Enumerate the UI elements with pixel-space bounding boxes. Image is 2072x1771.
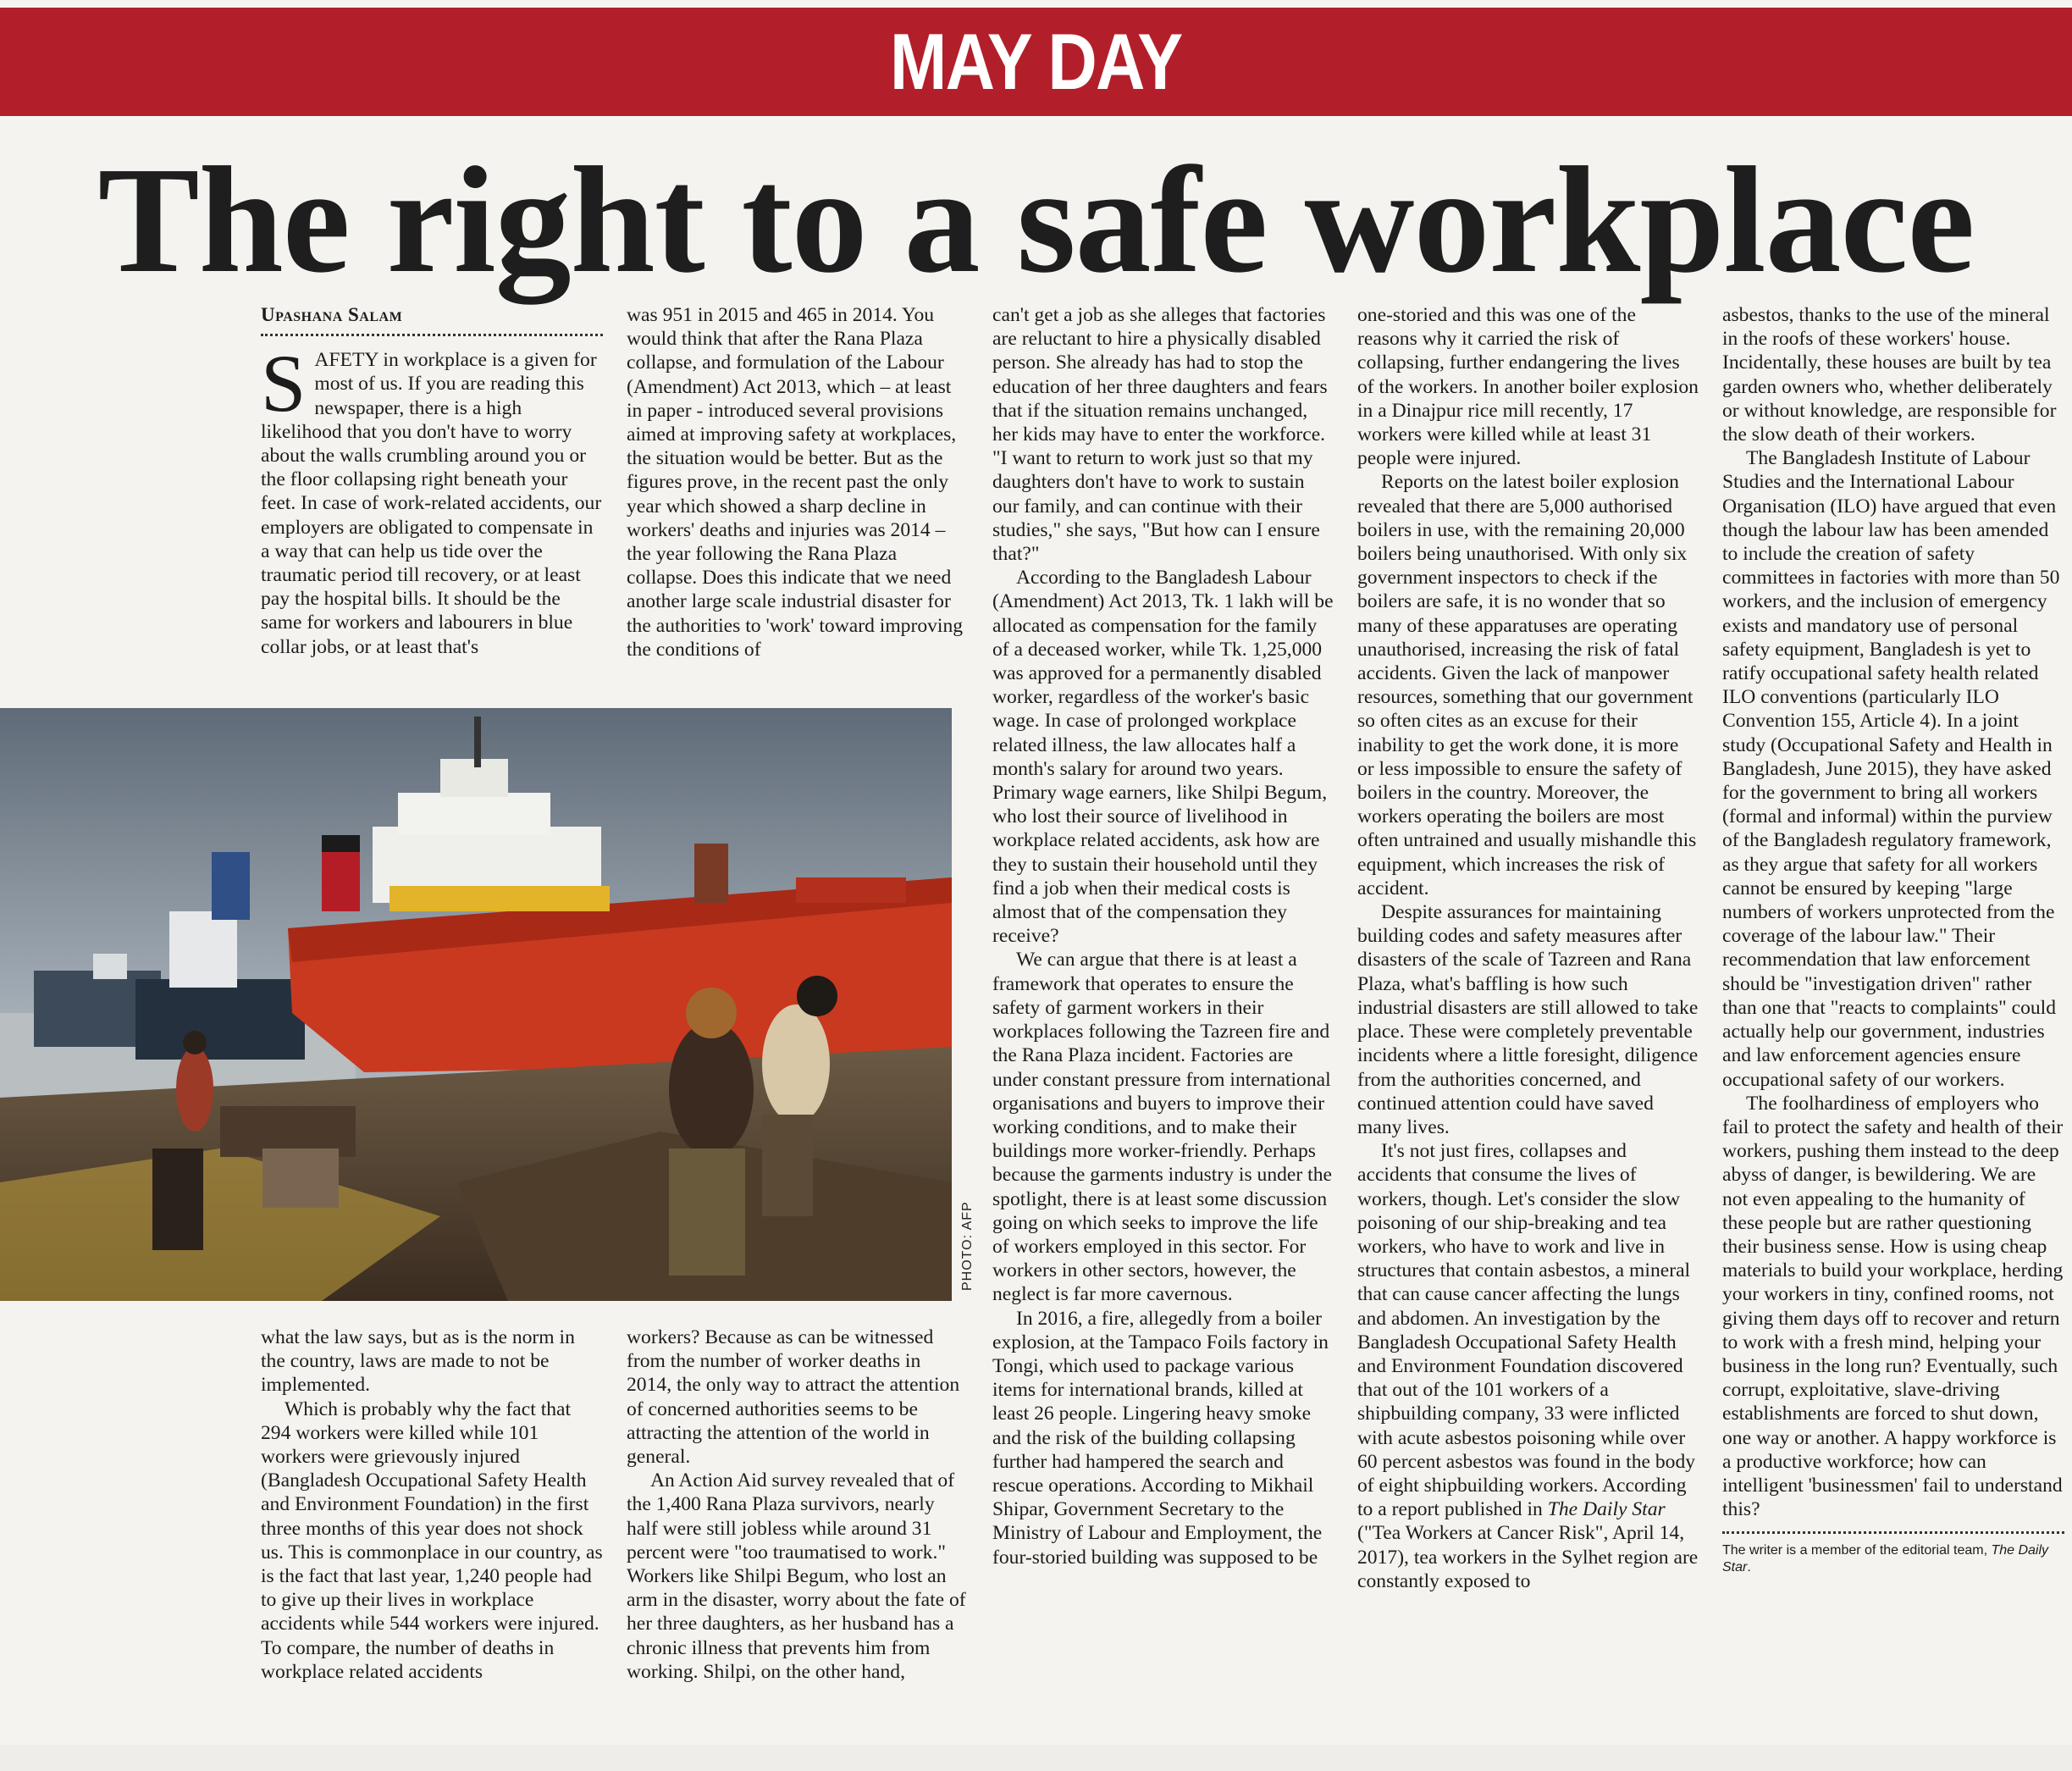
byline-divider (261, 334, 603, 336)
top-margin (0, 0, 2072, 8)
col4-p2: Reports on the latest boiler explosion revealed that there are 5,000 authorised boilers in use, with the remaining 20,000 boilers being unauthorised. With only six government inspectors to check if the boilers are safe, it is no wonder that so many of these apparatuses are operating unauthorised, increasing the risk of fatal accidents. Given the lack of manpower resources, something that our government so often cites as an excuse for their inability to get the work done, it is more or less impossible to ensure the safety of boilers in the country. Moreover, the workers operating the boilers are most often untrained and usually mishandle this equipment, which increases the risk of accident. (1357, 471, 1697, 899)
next-article-cutoff (0, 1745, 2072, 1771)
footnote-divider (1722, 1531, 2064, 1534)
col3-p3: We can argue that there is at least a framework that operates to ensure the safety of garment workers in their workplaces following the Tazreen fire and the Rana Plaza incident. Factories are under constant pressure from international organisations and buyers to improve their working conditions, and to make their buildings more worker-friendly. Perhaps because the garments industry is under the spotlight, there is at least some discussion going on which seeks to improve the life of workers employed in this sector. For workers in other sectors, however, the neglect is far more cavernous. (992, 949, 1332, 1306)
col5-p1: asbestos, thanks to the use of the mineral in the roofs of these workers' house. Incidentally, these houses are built by tea garden owners who, whether deliberately or without knowledge, are responsible for the slow death of their workers. (1722, 304, 2057, 446)
col1-p2: what the law says, but as is the norm in the country, laws are made to not be implemented. (261, 1326, 575, 1397)
col5-p2: The Bangladesh Institute of Labour Studies and the International Labour Organisation (ILO) have argued that even though the labour law has been amended to include the creation of safety committees in factories with more than 50 workers, and the inclusion of emergency exists and mandatory use of personal safety equipment, Bangladesh is yet to ratify occupational safety health related ILO conventions (particularly ILO Convention 155, Article 4). In a joint study (Occupational Safety and Health in Bangladesh, June 2015), they have asked for the government to bring all workers (formal and informal) within the purview of the Bangladesh regulatory framework, as they argue that safety for all workers cannot be ensured by keeping "large numbers of workers unprotected from the coverage of the labour law." Their recommendation that law enforcement should be "investigation driven" rather than one that "reacts to complaints" could actually help our government, industries and law enforcement agencies ensure occupational safety of our workers. (1722, 447, 2060, 1091)
column-4 (1357, 303, 1699, 1593)
column-1-bottom (261, 1325, 603, 1684)
col1-p1: AFETY in workplace is a given for most of us. If you are reading this newspaper, there is a high likelihood that you don't have to worry about the walls crumbling around you or the floor collapsing right beneath your feet. In case of work-related accidents, our employers are obligated to compensate in a way that can help us tide over the traumatic period till recovery, or at least pay the hospital bills. It should be the same for workers and labourers in blue collar jobs, or at least that's (261, 349, 602, 658)
author-note-end: . (1747, 1560, 1751, 1575)
col4-p4-text-a: It's not just fires, collapses and accidents that consume the lives of workers, though. Let's consider the slow poisoning of our ship-breaking and tea workers, who have to work and live in structures that contain asbestos, a mineral that can cause cancer affecting the lungs and abdomen. An investigation by the Bangladesh Occupational Safety Health and Environment Foundation discovered that out of the 101 workers of a shipbuilding company, 33 were inflicted with acute asbestos poisoning while over 60 percent asbestos was found in the body of eight shipbuilding workers. According to a report published in (1357, 1140, 1696, 1521)
col2-p2: workers? Because as can be witnessed from the number of worker deaths in 2014, the only way to attract the attention of concerned authorities seems to be attracting the attention of the world in general. (627, 1326, 960, 1469)
photo-credit (955, 1169, 981, 1296)
col2-p3: An Action Aid survey revealed that of the 1,400 Rana Plaza survivors, nearly half were still jobless while around 31 percent were "too traumatised to work." Workers like Shilpi Begum, who lost an arm in the disaster, worry about the fate of her three daughters, as her husband has a chronic illness that prevents him from working. Shilpi, on the other hand, (627, 1469, 966, 1683)
column-5 (1722, 303, 2064, 1576)
col4-p4-text-b: ("Tea Workers at Cancer Risk", April 14, 2017), tea workers in the Sylhet region are constantly exposed to (1357, 1522, 1699, 1592)
col4-p1: one-storied and this was one of the reasons why it carried the risk of collapsing, further endangering the lives of the workers. In another boiler explosion in a Dinajpur rice mill recently, 17 workers were killed while at least 31 people were injured. (1357, 304, 1699, 470)
author-note-text: The writer is a member of the editorial team, (1722, 1543, 1992, 1558)
column-2-bottom (627, 1325, 969, 1684)
column-1-top (261, 303, 603, 659)
col1-p3: Which is probably why the fact that 294 workers were killed while 101 workers were grievously injured (Bangladesh Occupational Safety Health and Environment Foundation) in the first three months of this year does not shock us. This is commonplace in our country, as is the fact that last year, 1,240 people had to give up their lives in workplace accidents while 544 workers were injured. To compare, the number of deaths in workplace related accidents (261, 1397, 603, 1683)
headline: The right to a safe workplace (97, 136, 1975, 304)
column-3 (992, 303, 1334, 1569)
section-banner (0, 8, 2072, 116)
col5-p3: The foolhardiness of employers who fail to protect the safety and health of their workers, pushing them instead to the deep abyss of danger, is bewildering. We are not even appealing to the humanity of these people but are rather questioning their business sense. How is using cheap materials to build your workplace, herding your workers in tiny, confined rooms, not giving them days off to recover and return to work with a fresh mind, helping your business in the long run? Eventually, such corrupt, exploitative, slave-driving establishments are forced to shut down, one way or another. A happy workforce is a productive workforce; how can intelligent 'businessmen' fail to understand this? (1722, 1092, 2064, 1521)
column-2-top (627, 303, 969, 661)
col3-p2: According to the Bangladesh Labour (Amendment) Act 2013, Tk. 1 lakh will be allocated as compensation for the family of a deceased worker, while Tk. 1,25,000 was approved for a permanently disabled worker, regardless of the worker's basic wage. In case of prolonged workplace related illness, the law allocates half a month's salary for around two years. Primary wage earners, like Shilpi Begum, who lost their source of livelihood in workplace related accidents, ask how are they to sustain their household until they find a job when their medical costs is almost that of the compensation they receive? (992, 567, 1334, 948)
col3-p1: can't get a job as she alleges that factories are reluctant to hire a physically disabled person. She already has had to stop the education of her three daughters and fears that if the situation remains unchanged, her kids may have to enter the workforce. "I want to return to work just so that my daughters don't have to work to sustain our family, and can continue with their studies," she says, "But how can I ensure that?" (992, 304, 1328, 566)
lead-paragraph (261, 338, 603, 659)
author-note-paper: The Daily Star (1722, 1543, 2049, 1575)
col3-p4: In 2016, a fire, allegedly from a boiler explosion, at the Tampaco Foils factory in Tongi, which used to package various items for international brands, killed at least 26 people. Lingering heavy smoke and the risk of the building collapsing further had hampered the search and rescue operations. According to Mikhail Shipar, Government Secretary to the Ministry of Labour and Employment, the four-storied building was supposed to be (992, 1307, 1329, 1569)
col4-p4 (1357, 1139, 1699, 1593)
newspaper-name: The Daily Star (1547, 1498, 1666, 1521)
section-label: MAY DAY (890, 17, 1182, 106)
col4-p3: Despite assurances for maintaining building codes and safety measures after disasters of the scale of Tazreen and Rana Plaza, what's baffling is how such industrial disasters are still allowed to take place. These were completely preventable incidents where a little foresight, diligence from the authorities concerned, and continued attention could have saved many lives. (1357, 901, 1699, 1138)
drop-cap: S (261, 338, 307, 429)
col2-p1: was 951 in 2015 and 465 in 2014. You would think that after the Rana Plaza collapse, and formulation of the Labour (Amendment) Act 2013, which – at least in paper - introduced several provisions aimed at improving safety at workplaces, the situation would be better. But as the figures prove, in the recent past the only year which showed a sharp decline in workers' deaths and injuries was 2014 – the year following the Rana Plaza collapse. Does this indicate that we need another large scale industrial disaster for the authorities to 'work' toward improving the conditions of (627, 304, 964, 661)
author-note (1722, 1542, 2064, 1576)
byline: Upashana Salam (261, 304, 403, 325)
shipbreaking-photo (0, 708, 952, 1301)
photo-credit-text: PHOTO: AFP (960, 1201, 975, 1291)
